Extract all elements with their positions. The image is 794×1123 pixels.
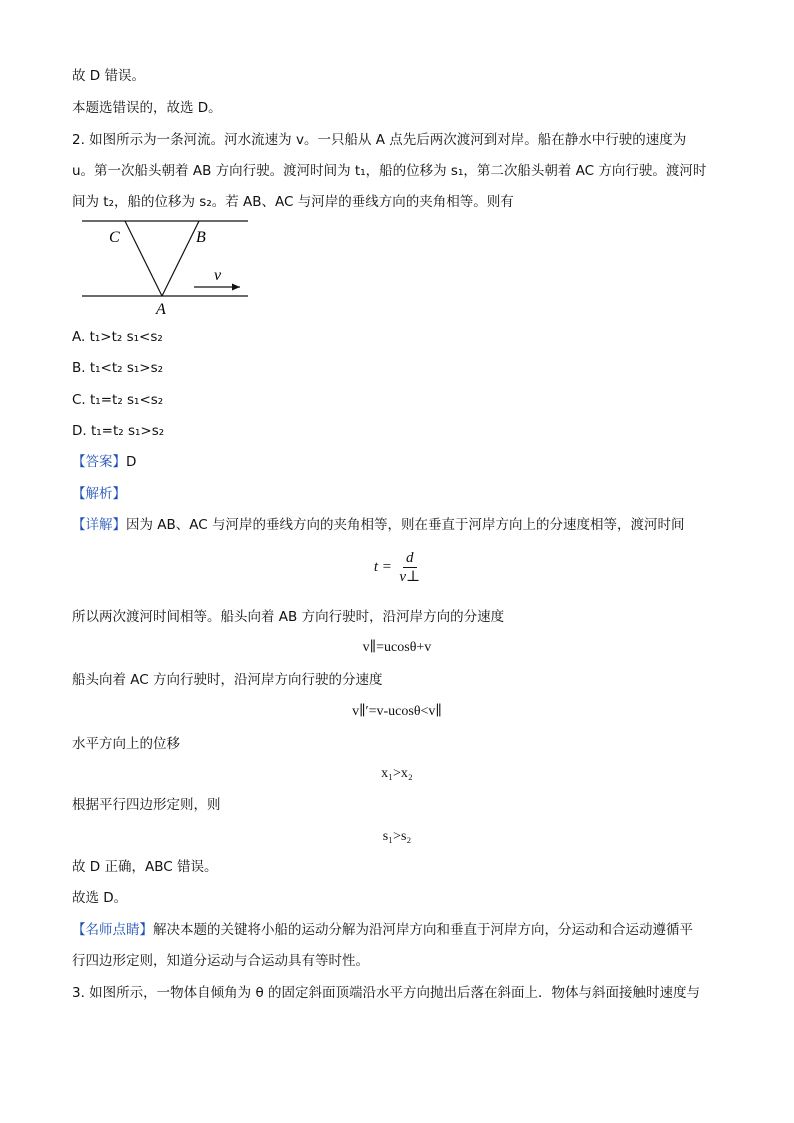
question-3-stem-line-1: 3. 如图所示，一物体自倾角为 θ 的固定斜面顶端沿水平方向抛出后落在斜面上．物体与斜面接触时速度与: [72, 985, 701, 1001]
equation-time-numerator: d: [403, 549, 417, 568]
option-a: A. t₁>t₂ s₁<s₂: [72, 329, 163, 345]
question-2-stem-line-1: 2. 如图所示为一条河流。河水流速为 v。一只船从 A 点先后两次渡河到对岸。船在静水中行驶的速度为: [72, 132, 687, 148]
label-b: B: [196, 229, 206, 246]
label-a: A: [156, 301, 166, 318]
river-crossing-figure: [80, 216, 252, 320]
intro-line-1: 故 D 错误。: [72, 68, 145, 84]
equation-time-lhs: t =: [373, 559, 392, 575]
path-ac: [125, 221, 162, 296]
current-arrow-head: [232, 284, 240, 291]
question-2-stem-line-3: 间为 t₂，船的位移为 s₂。若 AB、AC 与河岸的垂线方向的夹角相等。则有: [72, 194, 514, 210]
detail-tag: 【详解】: [72, 517, 126, 533]
text-line-2: 所以两次渡河时间相等。船头向着 AB 方向行驶时，沿河岸方向的分速度: [72, 609, 505, 625]
equation-time-fraction: [399, 549, 420, 586]
text-line-5: 根据平行四边形定则，则: [72, 797, 221, 813]
equation-parallel-velocity-2: v∥′=v-ucosθ<v∥: [352, 704, 442, 719]
text-line-3: 船头向着 AC 方向行驶时，沿河岸方向行驶的分速度: [72, 672, 383, 688]
option-c: C. t₁=t₂ s₁<s₂: [72, 392, 164, 408]
path-ab: [162, 221, 199, 296]
equation-time: [0, 547, 794, 588]
option-b: B. t₁<t₂ s₁>s₂: [72, 360, 164, 376]
text-line-6: 故 D 正确，ABC 错误。: [72, 859, 218, 875]
analysis-tag: 【解析】: [72, 486, 126, 502]
answer-value: D: [126, 454, 137, 470]
text-line-4: 水平方向上的位移: [72, 736, 180, 752]
teacher-tip-line-1: [72, 920, 693, 940]
teacher-tip-tag: 【名师点睛】: [72, 922, 153, 938]
option-d: D. t₁=t₂ s₁>s₂: [72, 423, 165, 439]
text-line-7: 故选 D。: [72, 890, 128, 906]
answer-tag: 【答案】: [72, 454, 126, 470]
teacher-tip-line-2: 行四边形定则，知道分运动与合运动具有等时性。: [72, 953, 369, 969]
equation-time-denominator: v⊥: [399, 569, 421, 586]
label-c: C: [109, 229, 120, 246]
teacher-tip-text-1: 解决本题的关键将小船的运动分解为沿河岸方向和垂直于河岸方向，分运动和合运动遵循平: [153, 922, 693, 938]
equation-s: s₁>s₂: [382, 829, 412, 844]
detail-line: [72, 515, 685, 535]
detail-text: 因为 AB、AC 与河岸的垂线方向的夹角相等，则在垂直于河岸方向上的分速度相等，渡河时间: [126, 517, 685, 533]
equation-displacement: x₁>x₂: [381, 766, 413, 781]
question-2-stem-line-2: u。第一次船头朝着 AB 方向行驶。渡河时间为 t₁，船的位移为 s₁，第二次船头朝着 AC 方向行驶。渡河时: [72, 163, 707, 179]
equation-parallel-velocity: v∥=ucosθ+v: [362, 640, 432, 655]
label-v: v: [214, 267, 222, 284]
intro-line-2: 本题选错误的，故选 D。: [72, 100, 222, 116]
answer-line: [72, 452, 136, 472]
